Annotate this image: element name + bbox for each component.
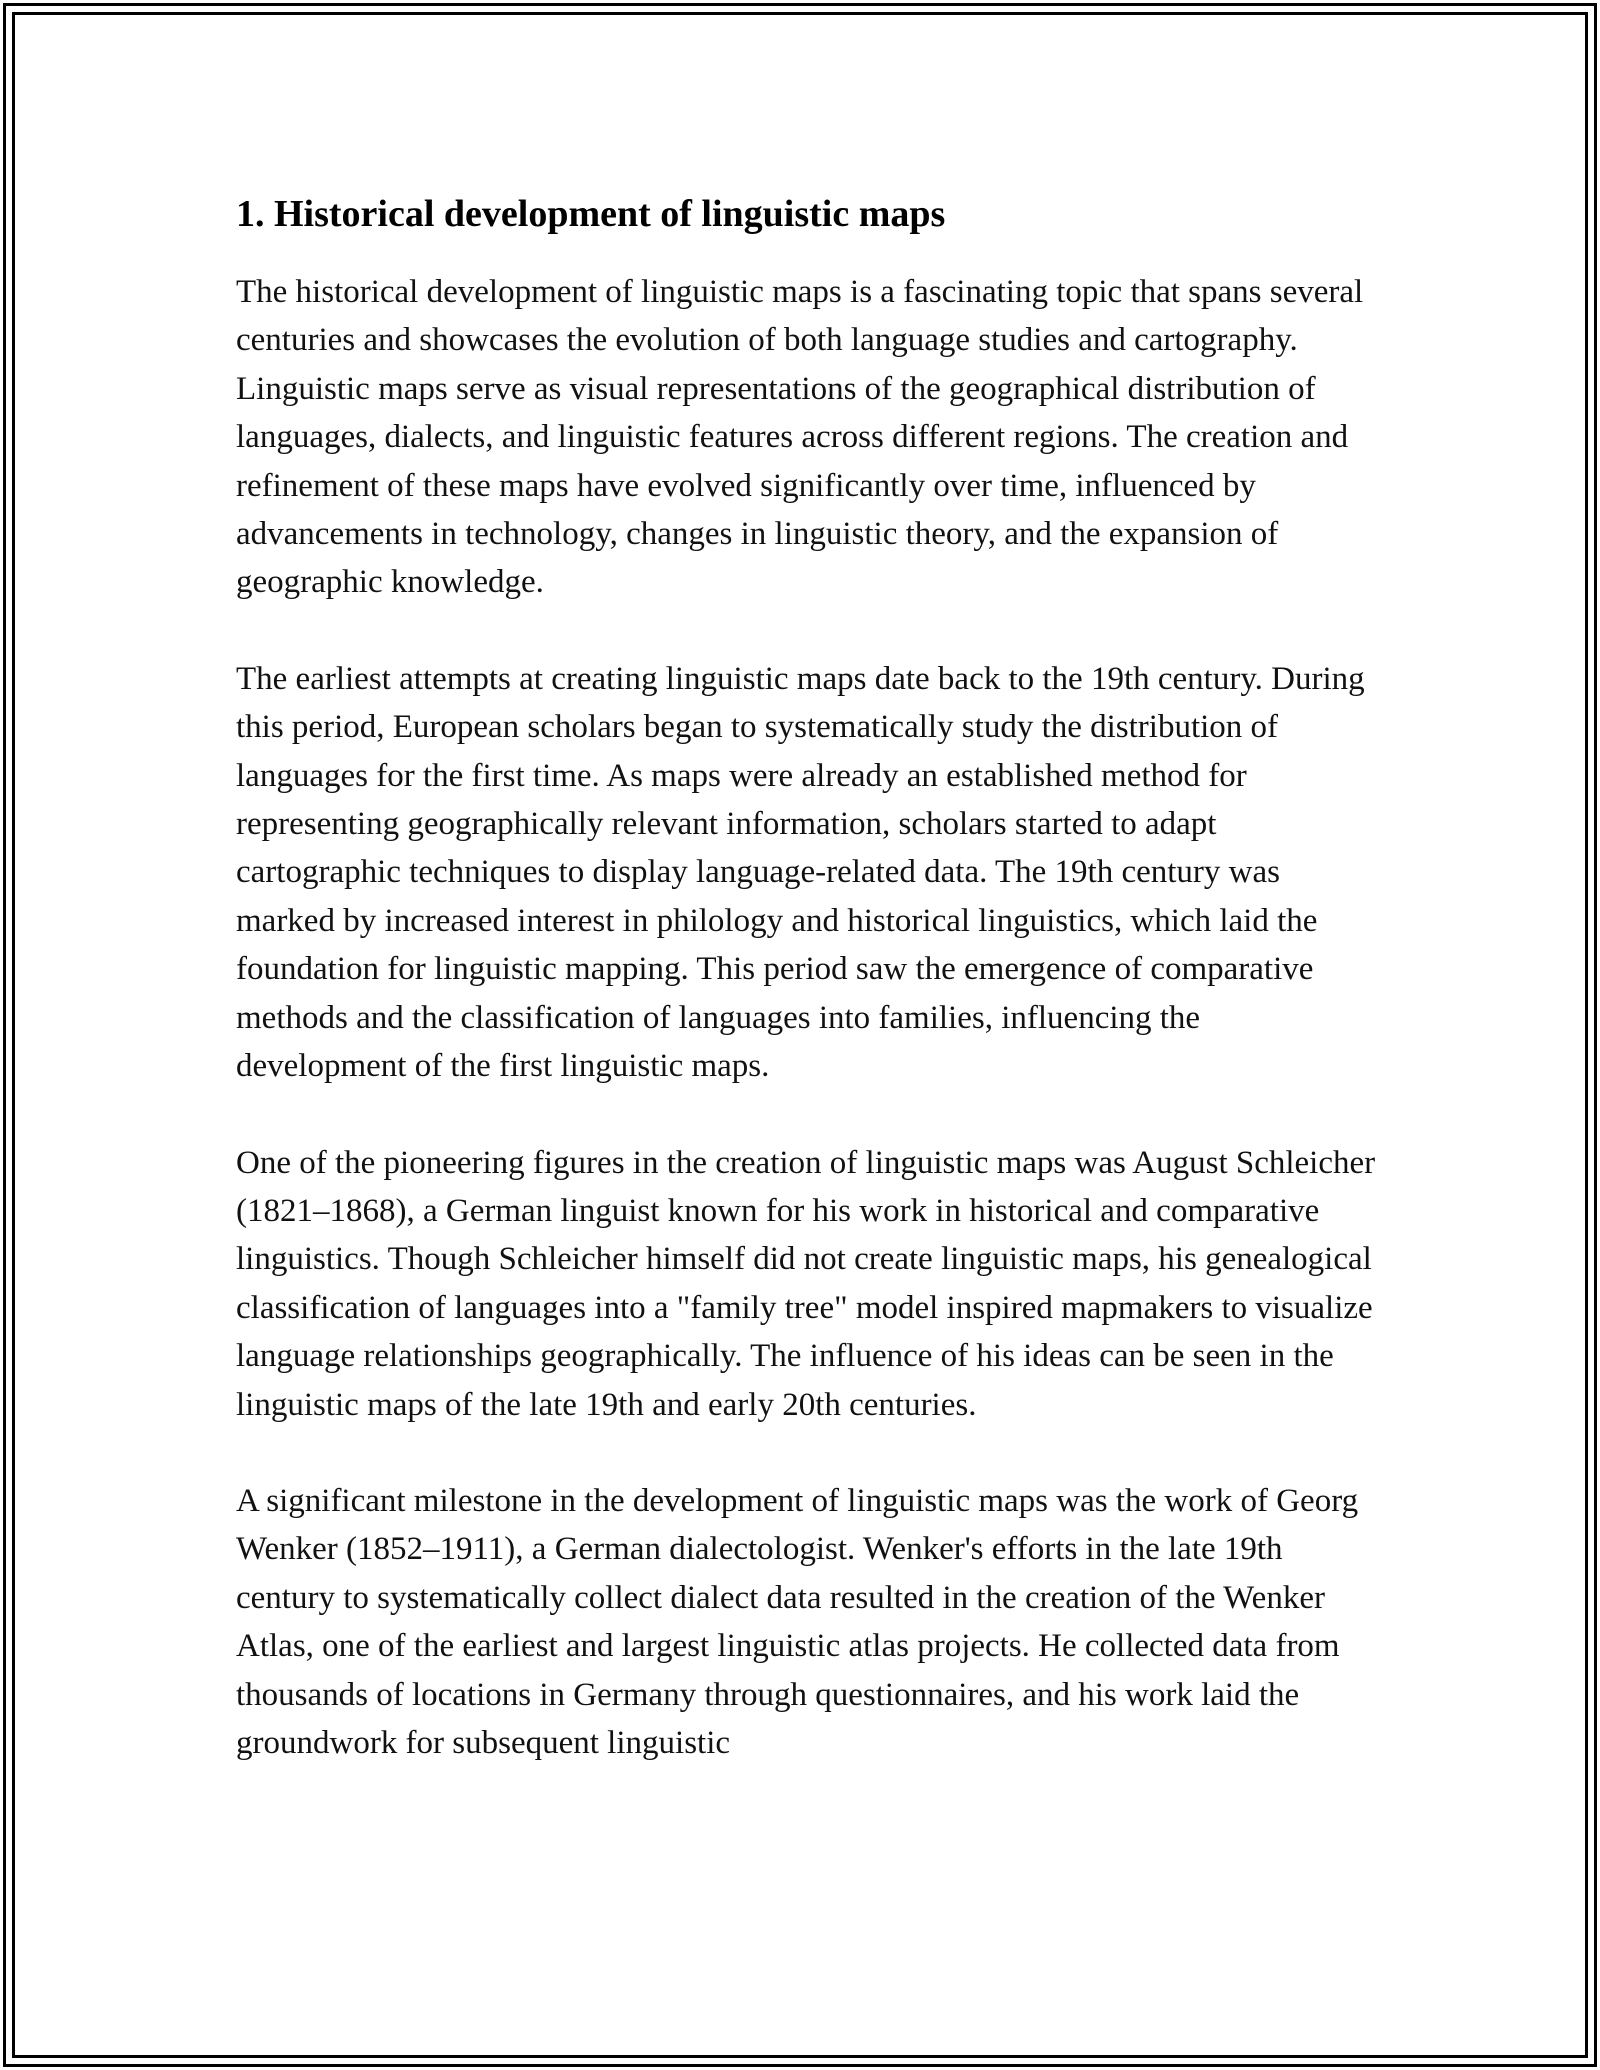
paragraph-intro: The historical development of linguistic maps is a fascinating topic that spans several centuries and showcases the evolution of both language studies and cartography. Linguistic maps serve as visual representations of the geographical distribution of languages, dialects, and linguistic features across different regions. The creation and refinement of these maps have evolved significantly over time, influenced by advancements in technology, changes in linguistic theory, and the expansion of geographic knowledge. (236, 274, 1364, 601)
paragraph-wenker: A significant milestone in the development of linguistic maps was the work of Georg Wenker (1852–1911), a German dialectologist. Wenker's efforts in the late 19th century to systematically collect dialect data resulted in the creation of the Wenker Atlas, one of the earliest and largest linguistic atlas projects. He collected data from thousands of locations in Germany through questionnaires, and his work laid the groundwork for subsequent linguistic (236, 1482, 1359, 1761)
section-heading: 1. Historical development of linguistic maps (236, 193, 946, 235)
paragraph-schleicher: One of the pioneering figures in the creation of linguistic maps was August Schleicher (1821–1868), a German linguist known for his work in historical and comparative linguistics. Though Schleicher himself did not create linguistic maps, his genealogical classification of languages into a "family tree" model inspired mapmakers to visualize language relationships geographically. The influence of his ideas can be seen in the linguistic maps of the late 19th and early 20th centuries. (236, 1144, 1376, 1423)
paragraph-earliest-attempts: The earliest attempts at creating linguistic maps date back to the 19th century. During this period, European scholars began to systematically study the distribution of languages for the first time. As maps were already an established method for representing geographically relevant information, scholars started to adapt cartographic techniques to display language-related data. The 19th century was marked by increased interest in philology and historical linguistics, which laid the foundation for linguistic mapping. This period saw the emergence of comparative methods and the classification of languages into families, influencing the development of the first linguistic maps. (236, 660, 1365, 1085)
document-body (236, 188, 1376, 1815)
